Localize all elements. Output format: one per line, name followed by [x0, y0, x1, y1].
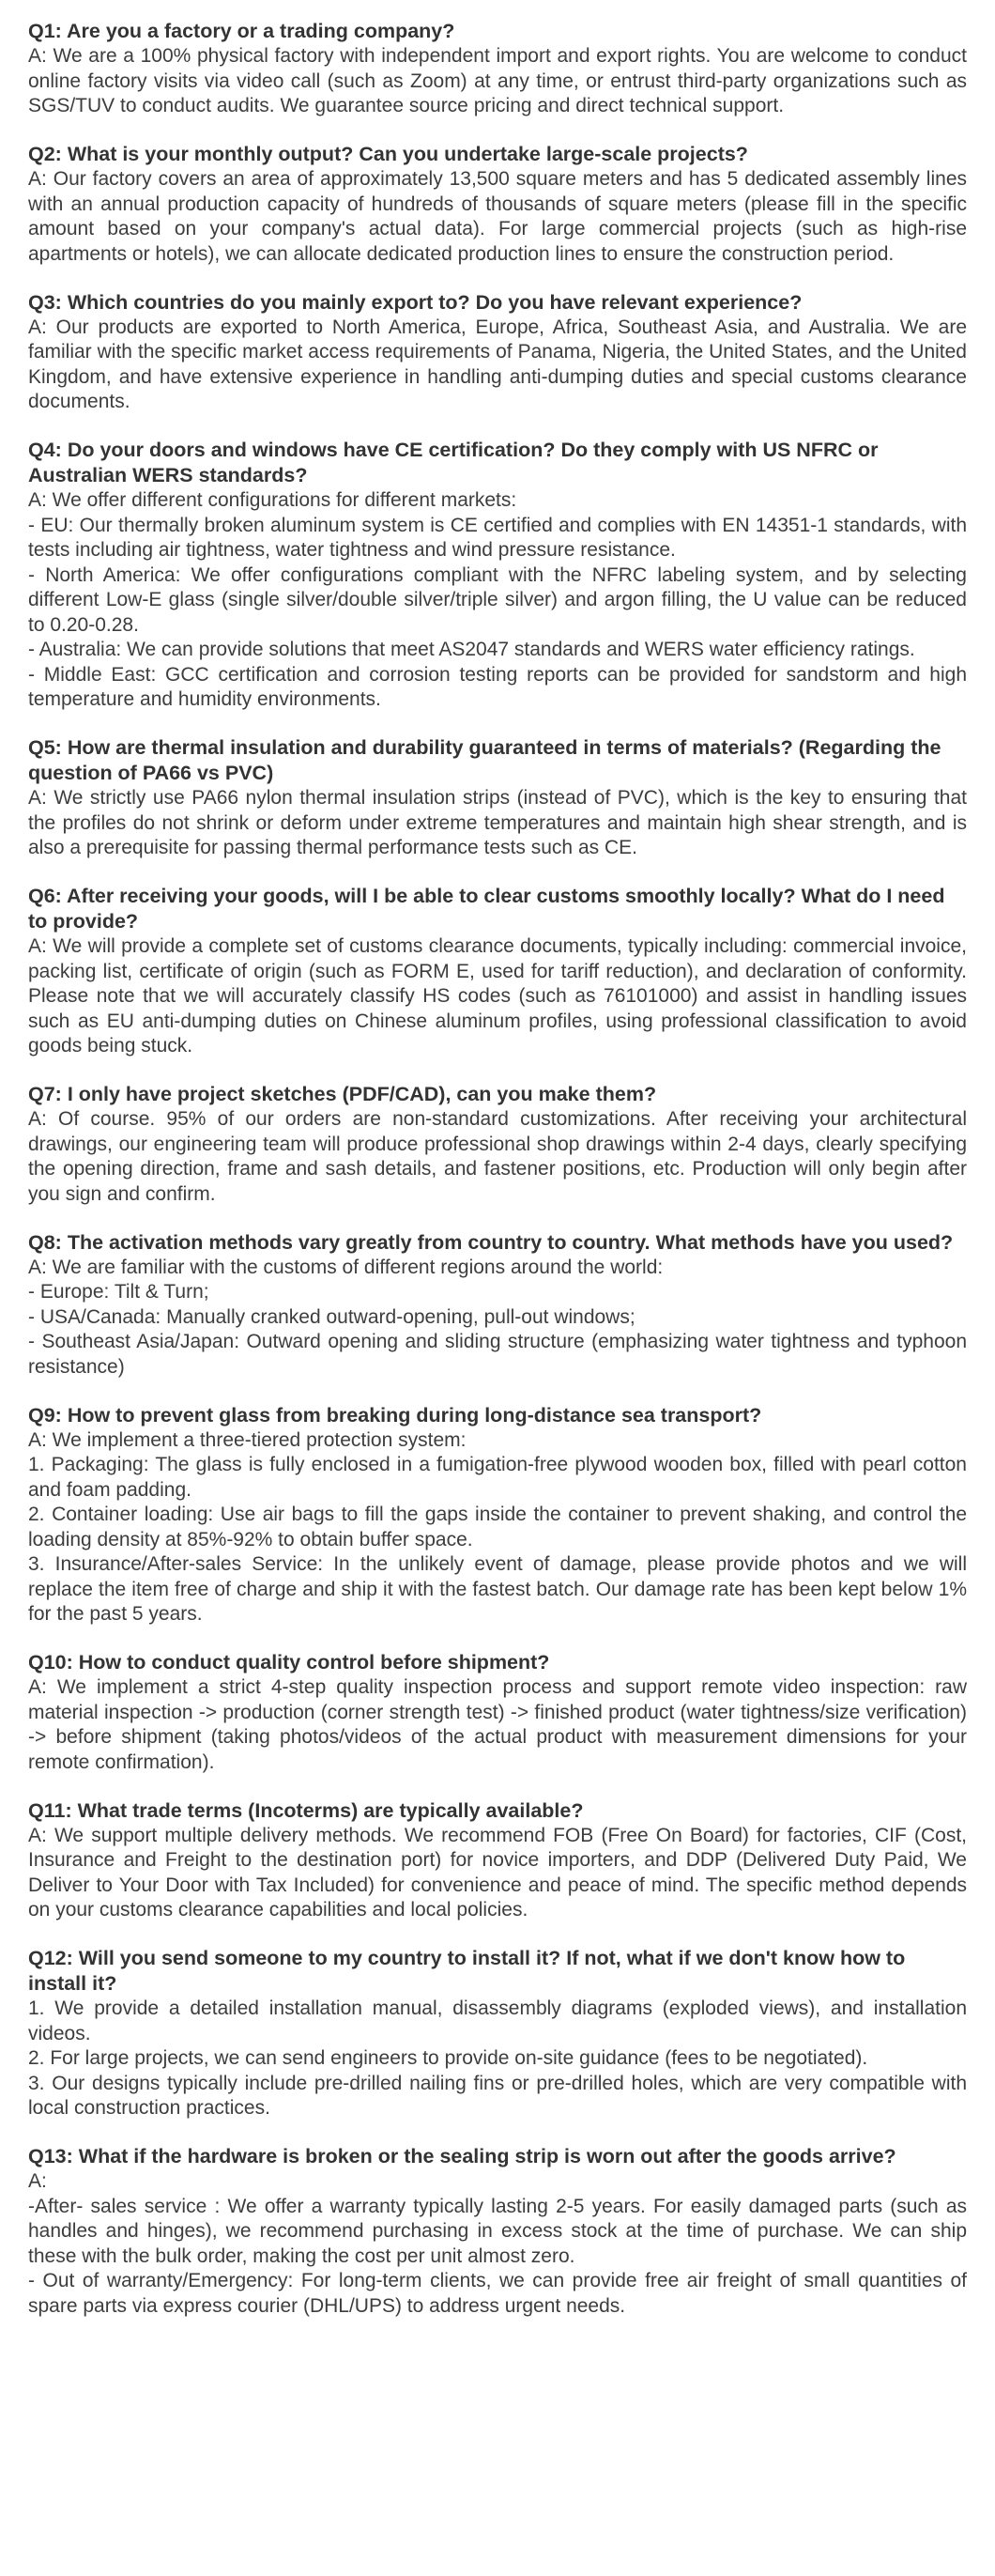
- faq-question: Q3: Which countries do you mainly export to? Do you have relevant experience?: [28, 290, 803, 314]
- faq-answer: [28, 786, 967, 861]
- faq-answer-line: 1. Packaging: The glass is fully enclosed in a fumigation-free plywood wooden box, filled with pearl cotton and foam padding.: [28, 1454, 967, 1501]
- faq-answer: [28, 934, 967, 1059]
- faq-answer: [28, 1675, 967, 1775]
- faq-question: Q1: Are you a factory or a trading company?: [28, 20, 455, 42]
- faq-answer-line: A: We are familiar with the customs of different regions around the world:: [28, 1256, 664, 1278]
- faq-answer: [28, 1997, 967, 2121]
- faq-answer-line: A: We implement a strict 4-step quality inspection process and support remote video inspection: raw material inspection -> production (corner strength test) -> finished product (water tightness/size verification) -> before shipment (taking photos/videos of the actual product with measurement dimensions for your remote confirmation).: [28, 1676, 967, 1773]
- faq-item-q7: [28, 1082, 967, 1207]
- faq-answer-line: 1. We provide a detailed installation manual, disassembly diagrams (exploded views), and installation videos.: [28, 1998, 967, 2044]
- faq-answer-line: - Australia: We can provide solutions that meet AS2047 standards and WERS water efficiency ratings.: [28, 639, 915, 660]
- faq-answer-line: - Out of warranty/Emergency: For long-term clients, we can provide free air freight of small quantities of spare parts via express courier (DHL/UPS) to address urgent needs.: [28, 2270, 967, 2317]
- faq-answer-line: - USA/Canada: Manually cranked outward-opening, pull-out windows;: [28, 1305, 635, 1328]
- faq-item-q13: [28, 2144, 967, 2319]
- faq-item-q5: [28, 735, 967, 861]
- faq-answer-line: - Europe: Tilt & Turn;: [28, 1281, 209, 1303]
- faq-answer-line: A: We are a 100% physical factory with independent import and export rights. You are welcome to conduct online factory visits via video call (such as Zoom) at any time, or entrust third-party organizations such as SGS/TUV to conduct audits. We guarantee source pricing and direct technical support.: [28, 45, 967, 116]
- faq-answer-line: - Middle East: GCC certification and corrosion testing reports can be provided for sandstorm and high temperature and humidity environments.: [28, 663, 967, 710]
- faq-item-q2: [28, 142, 967, 267]
- faq-answer: [28, 1256, 967, 1381]
- faq-question: Q12: Will you send someone to my country to install it? If not, what if we don't know how to install it?: [28, 1947, 906, 1995]
- faq-answer-line: A: We implement a three-tiered protection system:: [28, 1428, 467, 1451]
- faq-answer-line: A: We offer different configurations for different markets:: [28, 489, 517, 511]
- faq-answer: [28, 316, 967, 415]
- faq-answer-line: A: Our factory covers an area of approximately 13,500 square meters and has 5 dedicated assembly lines with an annual production capacity of hundreds of thousands of square meters (please fill in the specific amount based on your company's actual data). For large commercial projects (such as high-rise apartments or hotels), we can allocate dedicated production lines to ensure the construction period.: [28, 168, 967, 265]
- faq-question: Q4: Do your doors and windows have CE certification? Do they comply with US NFRC or Australian WERS standards?: [28, 439, 879, 486]
- faq-question: Q13: What if the hardware is broken or the sealing strip is worn out after the goods arrive?: [28, 2145, 896, 2167]
- faq-answer-line: A: We strictly use PA66 nylon thermal insulation strips (instead of PVC), which is the key to ensuring that the profiles do not shrink or deform under extreme temperatures and maintain high shear strength, and is also a prerequisite for passing thermal performance tests such as CE.: [28, 787, 967, 858]
- faq-answer-line: - Southeast Asia/Japan: Outward opening and sliding structure (emphasizing water tightness and typhoon resistance): [28, 1331, 967, 1378]
- faq-question: Q10: How to conduct quality control before shipment?: [28, 1651, 550, 1674]
- faq-item-q4: [28, 438, 967, 713]
- faq-question: Q8: The activation methods vary greatly from country to country. What methods have you used?: [28, 1230, 954, 1254]
- faq-answer-line: A: Our products are exported to North America, Europe, Africa, Southeast Asia, and Australia. We are familiar with the specific market access requirements of Panama, Nigeria, the United States, and the United Kingdom, and have extensive experience in handling anti-dumping duties and special customs clearance documents.: [28, 316, 967, 412]
- faq-answer-line: - North America: We offer configurations compliant with the NFRC labeling system, and by selecting different Low-E glass (single silver/double silver/triple silver) and argon filling, the U value can be reduced to 0.20-0.28.: [28, 563, 967, 636]
- faq-answer-line: 2. Container loading: Use air bags to fill the gaps inside the container to prevent shaking, and control the loading density at 85%-92% to obtain buffer space.: [28, 1504, 967, 1550]
- faq-item-q1: [28, 19, 967, 119]
- faq-item-q6: [28, 884, 967, 1059]
- faq-answer-line: 2. For large projects, we can send engineers to provide on-site guidance (fees to be negotiated).: [28, 2047, 868, 2069]
- faq-answer: [28, 1428, 967, 1627]
- faq-answer: [28, 167, 967, 267]
- faq-answer: [28, 1107, 967, 1207]
- faq-answer-line: A: We will provide a complete set of customs clearance documents, typically including: commercial invoice, packing list, certificate of origin (such as FORM E, used for tariff reduction), and declaration of conformity. Please note that we will accurately classify HS codes (such as 76101000) and assist in handling issues such as EU anti-dumping duties on Chinese aluminum profiles, using professional classification to avoid goods being stuck.: [28, 935, 967, 1057]
- faq-question: Q9: How to prevent glass from breaking during long-distance sea transport?: [28, 1403, 762, 1427]
- faq-answer: [28, 488, 967, 713]
- faq-item-q10: [28, 1650, 967, 1775]
- faq-item-q9: [28, 1403, 967, 1627]
- faq-answer-line: A: We support multiple delivery methods. We recommend FOB (Free On Board) for factories, CIF (Cost, Insurance and Freight to the destination port) for novice importers, and DDP (Delivered Duty Paid, We Deliver to Your Door with Tax Included) for convenience and peace of mind. The specific method depends on your customs clearance capabilities and local policies.: [28, 1824, 967, 1920]
- faq-answer-line: 3. Our designs typically include pre-drilled nailing fins or pre-drilled holes, which are very compatible with local construction practices.: [28, 2072, 967, 2119]
- faq-answer-line: A:: [28, 2170, 47, 2192]
- faq-answer-line: A: Of course. 95% of our orders are non-standard customizations. After receiving your architectural drawings, our engineering team will produce professional shop drawings within 2-4 days, clearly specifying the opening direction, frame and sash details, and fastener positions, etc. Production will only begin after you sign and confirm.: [28, 1108, 967, 1205]
- faq-answer-line: 3. Insurance/After-sales Service: In the unlikely event of damage, please provide photos and we will replace the item free of charge and ship it with the fastest batch. Our damage rate has been kept below 1% for the past 5 years.: [28, 1553, 967, 1625]
- faq-question: Q6: After receiving your goods, will I be able to clear customs smoothly locally? What do I need to provide?: [28, 885, 945, 933]
- faq-item-q11: [28, 1798, 967, 1923]
- faq-answer: [28, 2169, 967, 2319]
- faq-item-q3: [28, 290, 967, 415]
- faq-question: Q2: What is your monthly output? Can you undertake large-scale projects?: [28, 143, 748, 165]
- faq-question: Q7: I only have project sketches (PDF/CAD), can you make them?: [28, 1083, 657, 1105]
- faq-question: Q5: How are thermal insulation and durability guaranteed in terms of materials? (Regarding the question of PA66 vs PVC): [28, 736, 941, 784]
- faq-answer: [28, 44, 967, 119]
- faq-item-q12: [28, 1946, 967, 2121]
- faq-answer: [28, 1824, 967, 1923]
- faq-question: Q11: What trade terms (Incoterms) are typically available?: [28, 1798, 584, 1822]
- faq-answer-line: - EU: Our thermally broken aluminum system is CE certified and complies with EN 14351-1 standards, with tests including air tightness, water tightness and wind pressure resistance.: [28, 514, 967, 561]
- faq-answer-line: -After- sales service : We offer a warranty typically lasting 2-5 years. For easily damaged parts (such as handles and hinges), we recommend purchasing in excess stock at the time of purchase. We can ship these with the bulk order, making the cost per unit almost zero.: [28, 2195, 967, 2267]
- faq-item-q8: [28, 1230, 967, 1381]
